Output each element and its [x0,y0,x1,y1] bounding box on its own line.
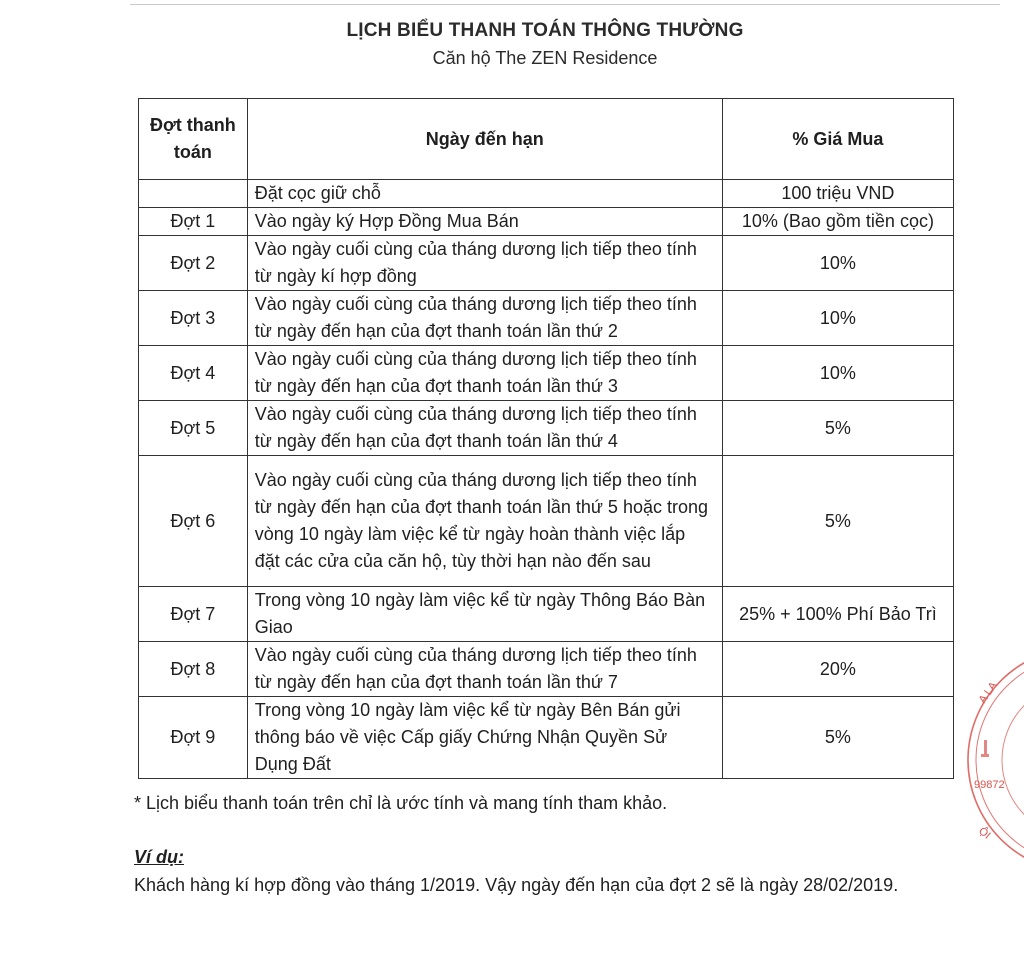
table-row [139,180,954,208]
cell-percent: 10% [722,291,953,346]
cell-percent: 20% [722,642,953,697]
cell-due-date: Vào ngày ký Hợp Đồng Mua Bán [247,208,722,236]
svg-text:ỘI: ỘI [976,825,993,842]
table-row [139,456,954,587]
cell-phase [139,180,248,208]
cell-percent: 5% [722,456,953,587]
cell-due-date: Vào ngày cuối cùng của tháng dương lịch tiếp theo tính từ ngày đến hạn của đợt thanh toán lần thứ 3 [247,346,722,401]
cell-phase: Đợt 2 [139,236,248,291]
cell-due-date: Vào ngày cuối cùng của tháng dương lịch tiếp theo tính từ ngày kí hợp đồng [247,236,722,291]
header-payment-phase: Đợt thanh toán [139,99,248,180]
table-row [139,208,954,236]
company-seal-stamp [962,660,1024,860]
table-row [139,346,954,401]
header-due-date: Ngày đến hạn [247,99,722,180]
cell-phase: Đợt 8 [139,642,248,697]
cell-percent: 100 triệu VND [722,180,953,208]
cell-percent: 25% + 100% Phí Bảo Trì [722,587,953,642]
example-heading: Ví dụ: [134,847,184,867]
cell-phase: Đợt 5 [139,401,248,456]
cell-due-date: Trong vòng 10 ngày làm việc kể từ ngày Bên Bán gửi thông báo về việc Cấp giấy Chứng Nhận Quyền Sử Dụng Đất [247,697,722,779]
table-row [139,401,954,456]
cell-due-date: Đặt cọc giữ chỗ [247,180,722,208]
payment-schedule-table [138,98,954,779]
svg-text:99872: 99872 [974,779,1005,791]
table-row [139,697,954,779]
cell-phase: Đợt 6 [139,456,248,587]
cell-phase: Đợt 3 [139,291,248,346]
cell-phase: Đợt 7 [139,587,248,642]
table-row [139,236,954,291]
document-subtitle: Căn hộ The ZEN Residence [432,48,658,68]
cell-percent: 10% (Bao gồm tiền cọc) [722,208,953,236]
cell-percent: 5% [722,697,953,779]
table-body [139,180,954,779]
cell-percent: 10% [722,346,953,401]
header-purchase-percent: % Giá Mua [722,99,953,180]
footnote: * Lịch biểu thanh toán trên chỉ là ước tính và mang tính tham khảo. [134,793,668,813]
cell-due-date: Vào ngày cuối cùng của tháng dương lịch tiếp theo tính từ ngày đến hạn của đợt thanh toán lần thứ 7 [247,642,722,697]
cell-phase: Đợt 1 [139,208,248,236]
table-row [139,587,954,642]
table-row [139,291,954,346]
table-row [139,642,954,697]
cell-phase: Đợt 4 [139,346,248,401]
example-text: Khách hàng kí hợp đồng vào tháng 1/2019. Vậy ngày đến hạn của đợt 2 sẽ là ngày 28/02/2019. [134,875,899,895]
cell-phase: Đợt 9 [139,697,248,779]
table-header-row [139,99,954,180]
cell-percent: 10% [722,236,953,291]
top-divider [130,4,1000,5]
cell-due-date: Vào ngày cuối cùng của tháng dương lịch tiếp theo tính từ ngày đến hạn của đợt thanh toán lần thứ 2 [247,291,722,346]
cell-due-date: Vào ngày cuối cùng của tháng dương lịch tiếp theo tính từ ngày đến hạn của đợt thanh toán lần thứ 5 hoặc trong vòng 10 ngày làm việc kể từ ngày hoàn thành việc lắp đặt các cửa của căn hộ, tùy thời hạn nào đến sau [247,456,722,587]
cell-due-date: Vào ngày cuối cùng của tháng dương lịch tiếp theo tính từ ngày đến hạn của đợt thanh toán lần thứ 4 [247,401,722,456]
svg-text:A LA: A LA [976,679,1000,706]
cell-percent: 5% [722,401,953,456]
cell-due-date: Trong vòng 10 ngày làm việc kể từ ngày Thông Báo Bàn Giao [247,587,722,642]
document-title: LỊCH BIỂU THANH TOÁN THÔNG THƯỜNG [346,20,744,41]
